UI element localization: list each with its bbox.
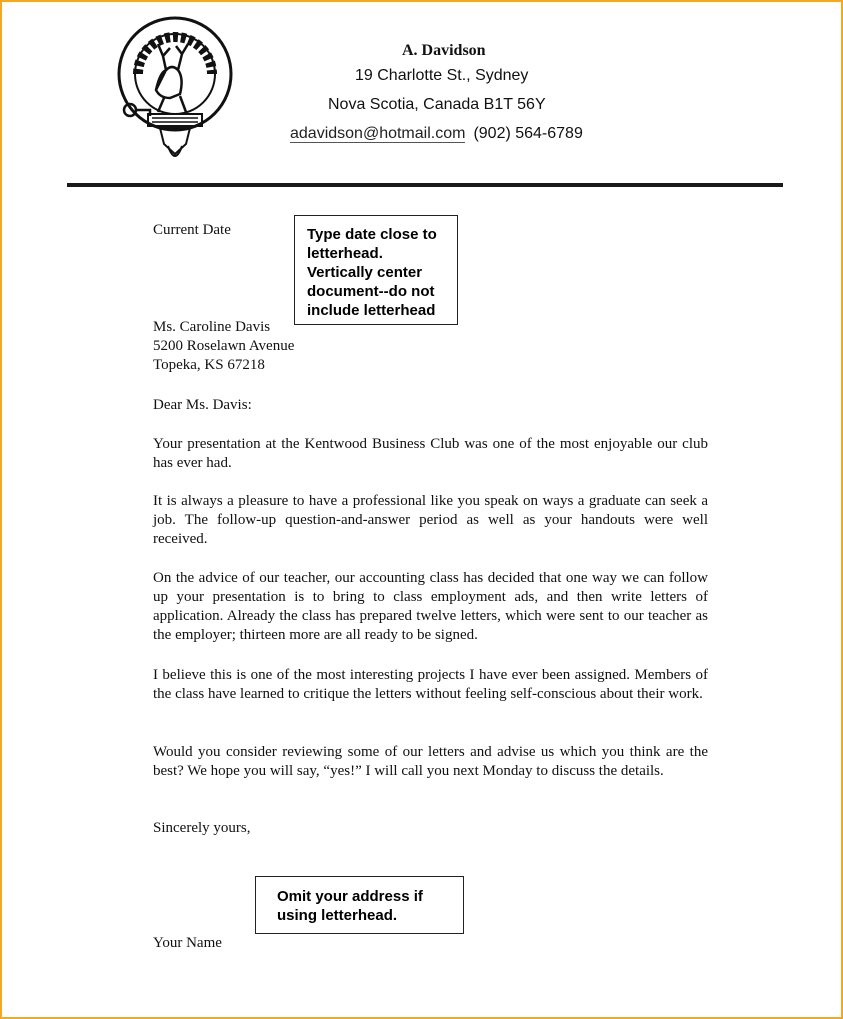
letter-salutation: Dear Ms. Davis: [153,397,252,413]
letter-date: Current Date [153,222,231,238]
clan-crest-logo [108,14,242,170]
recipient-address [153,318,708,375]
recipient-city: Topeka, KS 67218 [153,357,265,373]
letter-signature: Your Name [153,935,222,951]
letterhead-contact [290,125,583,143]
letter-closing: Sincerely yours, [153,820,251,836]
letterhead-name: A. Davidson [402,42,486,59]
letter-paragraph: Would you consider reviewing some of our letters and advise us which you think are the best? We hope you will say, “yes!” I will call you next Monday to discuss the details. [153,744,708,779]
letter-paragraph: It is always a pleasure to have a professional like you speak on ways a graduate can seek a job. The follow-up question-and-answer period as well as your handouts were well received. [153,493,708,547]
letterhead-phone: (902) 564-6789 [473,125,583,142]
recipient-street: 5200 Roselawn Avenue [153,338,295,354]
letter-paragraph: I believe this is one of the most interesting projects I have ever been assigned. Members of the class have learned to critique the letters without feeling self-conscious about their work. [153,667,708,702]
callout-date-note: Type date close to letterhead. Vertically center document--do not include letterhead [294,215,458,325]
callout-address-note: Omit your address if using letterhead. [255,876,464,934]
letterhead-divider [67,183,783,187]
letterhead-city: Nova Scotia, Canada B1T 56Y [328,96,546,113]
letterhead-street: 19 Charlotte St., Sydney [355,67,529,84]
letter-paragraph: Your presentation at the Kentwood Business Club was one of the most enjoyable our club has ever had. [153,436,708,471]
recipient-name: Ms. Caroline Davis [153,319,271,335]
letterhead-email[interactable]: adavidson@hotmail.com [290,125,466,142]
letter-paragraph: On the advice of our teacher, our accounting class has decided that one way we can follow up your presentation is to bring to class employment ads, and then write letters of application. Already the class has prepared twelve letters, which were sent to our teacher as the employer; thirteen more are all ready to be signed. [153,570,708,643]
